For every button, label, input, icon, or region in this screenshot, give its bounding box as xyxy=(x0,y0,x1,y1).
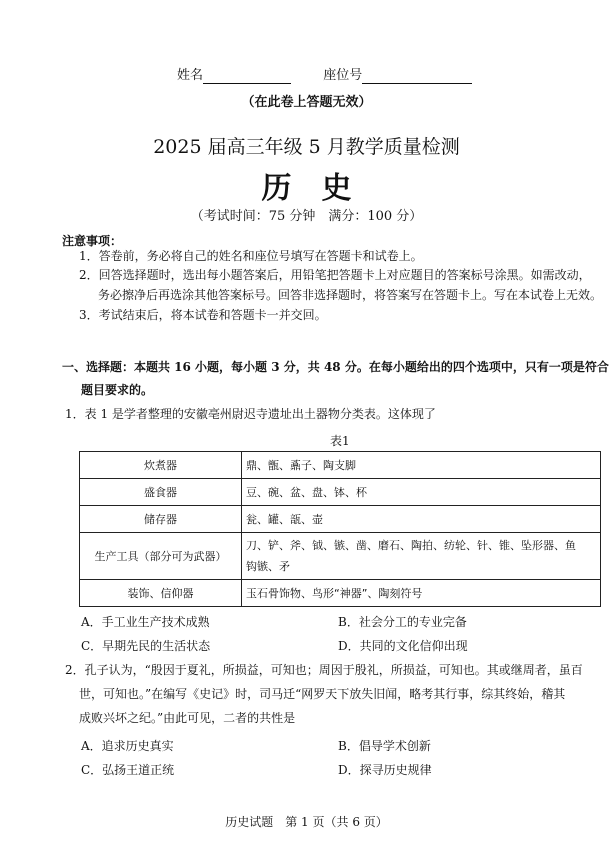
q1-option-d: D．共同的文化信仰出现 xyxy=(338,639,468,653)
q2-option-a: A．追求历史真实 xyxy=(81,739,174,753)
student-info-line xyxy=(177,64,497,84)
section1-heading-cont: 题目要求的。 xyxy=(81,383,154,397)
table-cell-items: 鼎、甑、鼒子、陶支脚 xyxy=(242,452,601,479)
table-cell-items: 豆、碗、盆、盘、钵、杯 xyxy=(242,479,601,506)
table-row xyxy=(80,580,601,607)
notes-item-2: 2．回答选择题时，选出每小题答案后，用铅笔把答题卡上对应题目的答案标号涂黑。如需改动， xyxy=(79,268,591,282)
table-cell-items xyxy=(242,533,601,580)
table-cell-items-line: 钩镞、矛 xyxy=(246,560,290,573)
q2-option-d: D．探寻历史规律 xyxy=(338,763,432,777)
table-cell-category: 盛食器 xyxy=(80,479,242,506)
name-blank xyxy=(203,68,291,84)
q2-option-b: B．倡导学术创新 xyxy=(338,739,431,753)
table-row xyxy=(80,452,601,479)
table-cell-items-line: 刀、铲、斧、钺、镞、凿、磨石、陶拍、纺轮、针、锥、坠形器、鱼 xyxy=(246,539,576,552)
q1-stem: 1．表 1 是学者整理的安徽亳州尉迟寺遗址出土器物分类表。这体现了 xyxy=(65,407,436,421)
table-row xyxy=(80,506,601,533)
exam-info: （考试时间：75 分钟 满分：100 分） xyxy=(190,209,423,224)
table-cell-category: 储存器 xyxy=(80,506,242,533)
exam-title: 2025 届高三年级 5 月教学质量检测 xyxy=(153,136,460,158)
subject-title: 历 史 xyxy=(261,171,352,206)
q2-stem-line3: 成败兴坏之纪。”由此可见，二者的共性是 xyxy=(79,711,296,725)
table-row xyxy=(80,479,601,506)
section1-heading: 一、选择题：本题共 16 小题，每小题 3 分，共 48 分。在每小题给出的四个选项中，只有一项是符合 xyxy=(62,360,609,374)
q2-stem-line2: 世，可知也。”在编写《史记》时，司马迁“网罗天下放失旧闻，略考其行事，综其终始，稽其 xyxy=(79,687,566,701)
notes-item-1: 1．答卷前，务必将自己的姓名和座位号填写在答题卡和试卷上。 xyxy=(79,249,423,263)
page-footer: 历史试题 第 1 页（共 6 页） xyxy=(225,815,388,829)
table-cell-category: 装饰、信仰器 xyxy=(80,580,242,607)
q1-option-a: A．手工业生产技术成熟 xyxy=(81,615,210,629)
table-row xyxy=(80,533,601,580)
q1-option-c: C．早期先民的生活状态 xyxy=(81,639,211,653)
q2-stem-line1: 2．孔子认为，“殷因于夏礼，所损益，可知也；周因于殷礼，所损益，可知也。其或继周者，虽百 xyxy=(65,663,583,677)
name-label: 姓名 xyxy=(177,68,204,83)
notes-heading: 注意事项： xyxy=(62,234,123,248)
table-cell-items: 玉石骨饰物、鸟形“神器”、陶刻符号 xyxy=(242,580,601,607)
invalid-note: （在此卷上答题无效） xyxy=(241,95,372,110)
table-cell-category: 生产工具（部分可为武器） xyxy=(80,533,242,580)
q1-option-b: B．社会分工的专业完备 xyxy=(338,615,467,629)
artifact-table xyxy=(79,451,601,607)
q2-option-c: C．弘扬王道正统 xyxy=(81,763,175,777)
table-cell-category: 炊煮器 xyxy=(80,452,242,479)
notes-item-3: 3．考试结束后，将本试卷和答题卡一并交回。 xyxy=(79,308,327,322)
table1-caption: 表1 xyxy=(330,434,350,448)
notes-item-2-cont: 务必擦净后再选涂其他答案标号。回答非选择题时，将答案写在答题卡上。写在本试卷上无效。 xyxy=(98,288,603,302)
table-cell-items: 瓮、罐、瓿、壶 xyxy=(242,506,601,533)
seat-blank xyxy=(362,68,472,84)
seat-label: 座位号 xyxy=(323,68,363,83)
